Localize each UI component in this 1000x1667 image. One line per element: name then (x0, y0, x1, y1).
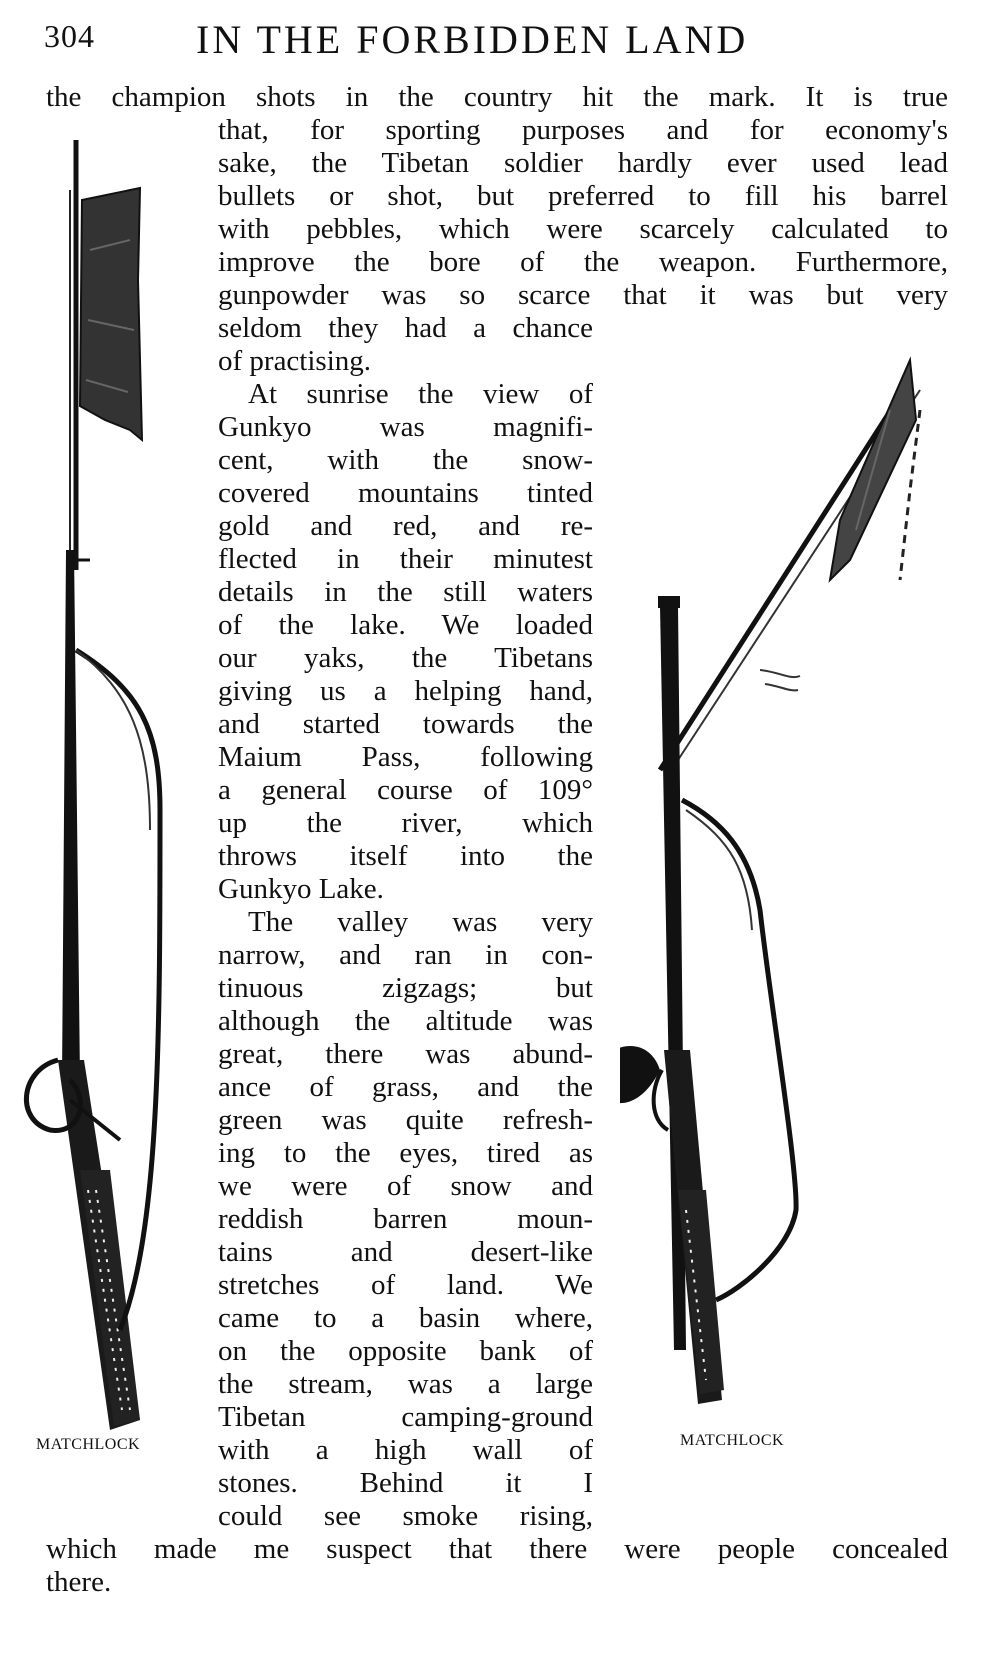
text-line: giving us a helping hand, (218, 675, 593, 707)
text-line: on the opposite bank of (218, 1335, 593, 1367)
text-line: the stream, was a large (218, 1368, 593, 1400)
figure-caption-right: MATCHLOCK (680, 1432, 785, 1449)
text-line: tinuous zigzags; but (218, 972, 593, 1004)
text-line: gunpowder was so scarce that it was but very (218, 279, 948, 311)
text-line: could see smoke rising, (218, 1500, 593, 1532)
text-line: The valley was very (248, 906, 593, 938)
matchlock-illustration-left (10, 130, 200, 1550)
text-line: with a high wall of (218, 1434, 593, 1466)
text-line: details in the still waters (218, 576, 593, 608)
text-line: Gunkyo was magnifi- (218, 411, 593, 443)
text-line: improve the bore of the weapon. Furthermore, (218, 246, 948, 278)
text-line: which made me suspect that there were people concealed (46, 1533, 948, 1565)
text-line: bullets or shot, but preferred to fill his barrel (218, 180, 948, 212)
text-line: cent, with the snow- (218, 444, 593, 476)
text-line: although the altitude was (218, 1005, 593, 1037)
text-line: throws itself into the (218, 840, 593, 872)
text-line: great, there was abund- (218, 1038, 593, 1070)
text-line: seldom they had a chance (218, 312, 593, 344)
text-line: reddish barren moun- (218, 1203, 593, 1235)
text-line: stretches of land. We (218, 1269, 593, 1301)
text-line: our yaks, the Tibetans (218, 642, 593, 674)
text-line: At sunrise the view of (248, 378, 593, 410)
text-line: ance of grass, and the (218, 1071, 593, 1103)
text-line: covered mountains tinted (218, 477, 593, 509)
text-line: came to a basin where, (218, 1302, 593, 1334)
text-line: the champion shots in the country hit the mark. It is true (46, 81, 948, 113)
figure-caption-left: MATCHLOCK (36, 1436, 141, 1453)
text-line: narrow, and ran in con- (218, 939, 593, 971)
text-line: Tibetan camping-ground (218, 1401, 593, 1433)
page-number: 304 (44, 18, 95, 54)
text-line: up the river, which (218, 807, 593, 839)
text-line: green was quite refresh- (218, 1104, 593, 1136)
text-line: stones. Behind it I (218, 1467, 593, 1499)
text-line: with pebbles, which were scarcely calculated to (218, 213, 948, 245)
text-line: Gunkyo Lake. (218, 873, 384, 905)
running-title: IN THE FORBIDDEN LAND (196, 17, 749, 62)
text-line: sake, the Tibetan soldier hardly ever used lead (218, 147, 948, 179)
text-line: gold and red, and re- (218, 510, 593, 542)
text-line: and started towards the (218, 708, 593, 740)
text-line: a general course of 109° (218, 774, 593, 806)
text-line: Maium Pass, following (218, 741, 593, 773)
text-line: that, for sporting purposes and for economy's (218, 114, 948, 146)
text-line: tains and desert-like (218, 1236, 593, 1268)
text-line: of practising. (218, 345, 372, 377)
text-line: flected in their minutest (218, 543, 593, 575)
text-line: of the lake. We loaded (218, 609, 593, 641)
text-line: we were of snow and (218, 1170, 593, 1202)
text-line: ing to the eyes, tired as (218, 1137, 593, 1169)
matchlock-illustration-right (620, 350, 940, 1430)
text-line: there. (46, 1566, 112, 1598)
